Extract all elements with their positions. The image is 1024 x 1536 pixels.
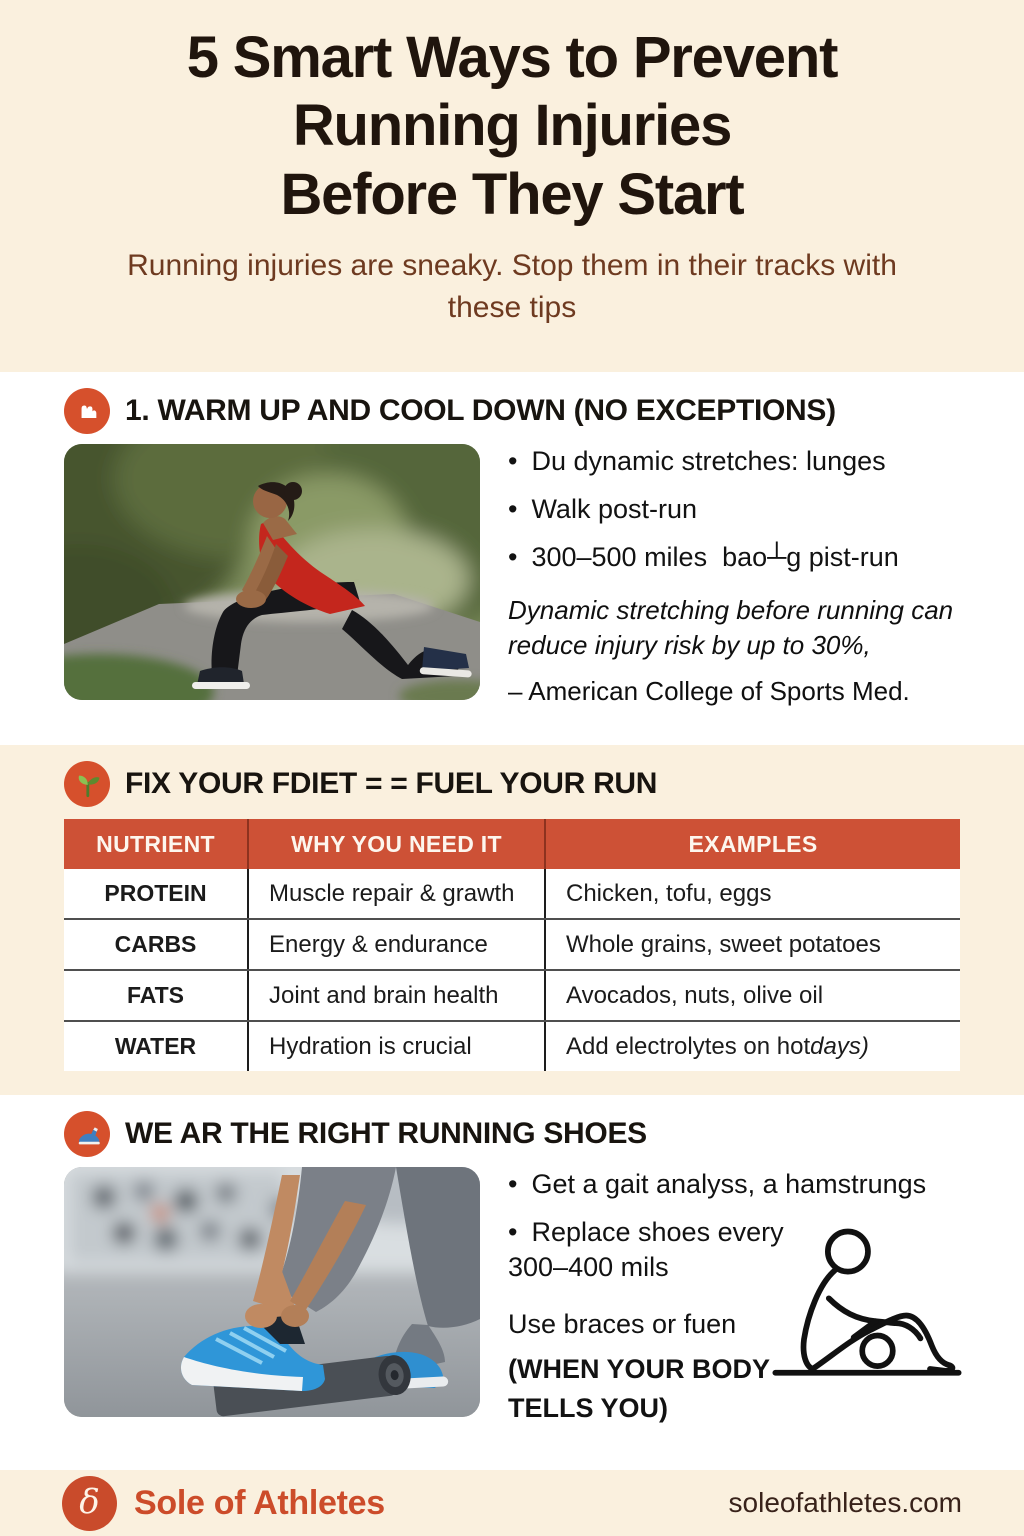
quote-attribution: – American College of Sports Med. [508,676,910,707]
title-line-3: Before They Start [280,161,744,227]
running-shoe-badge-icon [64,1111,110,1157]
brand-name: Sole of Athletes [134,1483,385,1522]
section2-header [64,745,960,807]
website-url: soleofathletes.com [728,1487,962,1518]
shoes-bullet-1: • Get a gait analyss, a hamstrungs [508,1167,960,1202]
footer [0,1470,1024,1536]
page-title [0,0,1024,229]
photo-lunge-stretch [64,444,480,700]
nutrient-cell: CARBS [114,931,197,957]
braces-note: Use braces or fuen [508,1309,737,1340]
examples-cell [544,1022,960,1071]
title-line-2: Running Injuries [292,93,732,159]
logo-delta-glyph: δ [79,1482,100,1522]
sole-of-athletes-logo [62,1476,117,1531]
why-cell: Energy & endurance [247,920,544,969]
why-cell: Muscle repair & grawth [247,869,544,918]
table-row [64,1020,960,1071]
section1-header [64,372,960,434]
hero-section [0,0,1024,372]
examples-text: Avocados, nuts, olive oil [566,981,824,1009]
section1-content [508,444,960,707]
nutrient-cell: WATER [114,1033,197,1059]
why-cell: Joint and brain health [247,971,544,1020]
warmup-bullet-list [508,444,960,575]
page-subtitle: Running injuries are sneaky. Stop them in their tracks with these tips [127,249,897,324]
runner-badge-icon [64,388,110,434]
braces-note-bold: (WHEN YOUR BODY TELLS YOU) [508,1354,770,1423]
nutrition-sprout-icon [64,761,110,807]
examples-text: Whole grains, sweet potatoes [566,930,881,958]
section2-title: FIX YOUR FDIET = = FUEL YOUR RUN [125,767,658,800]
stretching-quote: Dynamic stretching before running can reduce injury risk by up to 30%, [508,595,954,660]
shoes-bullet-2: • Replace shoes every 300–400 mils [508,1215,826,1285]
examples-text: Add electrolytes on hot [566,1032,811,1060]
examples-italic-text: days) [810,1032,869,1060]
seated-foam-rolling-figure [762,1221,972,1394]
warmup-bullet: • Walk post-run [508,492,960,527]
section3-header [64,1095,960,1157]
warmup-bullet: • Du dynamic stretches: lunges [508,444,960,479]
table-header-cell: EXAMPLES [544,819,960,869]
nutrition-table [64,819,960,1071]
photo-shoe-tying [64,1167,480,1417]
examples-cell [544,869,960,918]
section-shoes [0,1095,1024,1470]
section-nutrition [0,745,1024,1095]
section3-title: WE AR THE RIGHT RUNNING SHOES [125,1117,647,1150]
nutrient-cell: FATS [126,982,185,1008]
nutrition-table-header [64,819,960,869]
table-row [64,918,960,969]
title-line-1: 5 Smart Ways to Prevent [186,25,838,90]
section1-body [64,444,960,707]
examples-text: Chicken, tofu, eggs [566,879,772,907]
brand-lockup [62,1476,385,1531]
nutrient-cell: PROTEIN [104,880,207,906]
examples-cell [544,971,960,1020]
section-warm-up [0,372,1024,745]
warmup-bullet: • 300–500 miles bao┴g pist-run [508,540,960,575]
section1-title: 1. WARM UP AND COOL DOWN (NO EXCEPTIONS) [125,394,836,427]
nutrition-table-body [64,869,960,1071]
section3-content [508,1167,960,1427]
table-header-cell: NUTRIENT [96,830,215,857]
table-header-cell: WHY YOU NEED IT [247,819,544,869]
table-row [64,969,960,1020]
section3-body [64,1167,960,1427]
examples-cell [544,920,960,969]
why-cell: Hydration is crucial [247,1022,544,1071]
table-row [64,869,960,918]
